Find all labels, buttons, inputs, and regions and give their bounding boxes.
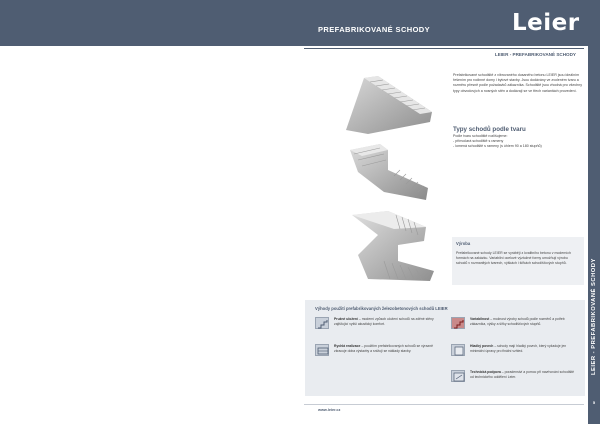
side-strip-text: LEIER - PREFABRIKOVANÉ SCHODY xyxy=(591,258,597,375)
footer-divider xyxy=(304,404,584,405)
types-list xyxy=(453,134,583,150)
production-text: Prefabrikované schody LEIER se vyrábějí z kvalitního betonu v moderních formách na zakázku. Variabilní ocelové výztužné formy umožňují výrobu schodů v rozmanitých tvarech, výškách i šířkách schodišťových stupňů. xyxy=(456,251,571,265)
benefit-title: Hladký povrch xyxy=(470,344,494,348)
page-number: 5 xyxy=(592,400,596,405)
l-shaped-stair-image xyxy=(340,130,440,202)
types-item: - lomená schodiště s rameny (s úhlem 90 a 180 stupňů) xyxy=(453,144,542,149)
types-item: - přímočará schodiště s rameny xyxy=(453,139,504,144)
benefit-title: Rychlá realizace xyxy=(334,344,361,348)
benefit-text: – poradenství a pomoc při navrhování schodiště od technického oddělení Leier. xyxy=(470,370,574,379)
stairs-pressure-icon xyxy=(315,317,329,329)
benefit-text: – použitím prefabrikovaných schodů se výrazně zkracuje doba výstavby a snižují se náklady stavby. xyxy=(334,344,433,353)
benefit-text: – schody mají hladký povrch, který vyžaduje jen minimální úpravy pro finální vzhled. xyxy=(470,344,567,353)
benefits-panel xyxy=(305,300,585,396)
u-shaped-stair-image xyxy=(338,205,438,283)
stairs-install-icon xyxy=(315,344,329,356)
website-link[interactable]: www.leier.cz xyxy=(318,408,341,412)
benefit-title: Variabilnost xyxy=(470,317,490,321)
production-box xyxy=(452,237,584,285)
benefits-heading: Výhody použití prefabrikovaných železobetonových schodů LEIER xyxy=(315,306,448,311)
section-title: PREFABRIKOVANÉ SCHODY xyxy=(318,25,431,34)
benefit-title: Technická podpora xyxy=(470,370,501,374)
benefit-text: – moderní způsob uložení schodů na zděné stěny zajišťující vyšší akustický komfort. xyxy=(334,317,434,326)
leier-logo: Leier xyxy=(512,10,580,36)
types-lead: Podle tvaru schodiště rozlišujeme: xyxy=(453,134,508,138)
stairs-tech-icon xyxy=(451,370,465,382)
stairs-surface-icon xyxy=(451,344,465,356)
production-heading: Výroba xyxy=(456,241,471,246)
header-divider xyxy=(304,48,584,49)
straight-stair-image xyxy=(338,68,438,136)
page-title: LEIER - PREFABRIKOVANÉ SCHODY xyxy=(494,52,576,57)
header-band xyxy=(0,0,600,46)
benefit-text: – možnost výroby schodů podle rozměrů a potřeb zákazníka, výšky a šířky schodišťových stupňů. xyxy=(470,317,565,326)
intro-paragraph: Prefabrikované schodiště z vibrovaného dusaného betonu LEIER jsou ideálním řešením pro rodinné domy i bytové stavby. Jsou dodávány ve zvoleném tvaru a rozměru přesně podle požadavků zákazníka. Schodiště jsou vhodná pro všechny typy obvodových a nosných stěn a dodávají se ve třech variantách provedení. xyxy=(453,73,583,93)
stairs-variable-icon xyxy=(451,317,465,329)
types-heading: Typy schodů podle tvaru xyxy=(453,126,526,133)
benefit-title: Pružné uložení xyxy=(334,317,358,321)
